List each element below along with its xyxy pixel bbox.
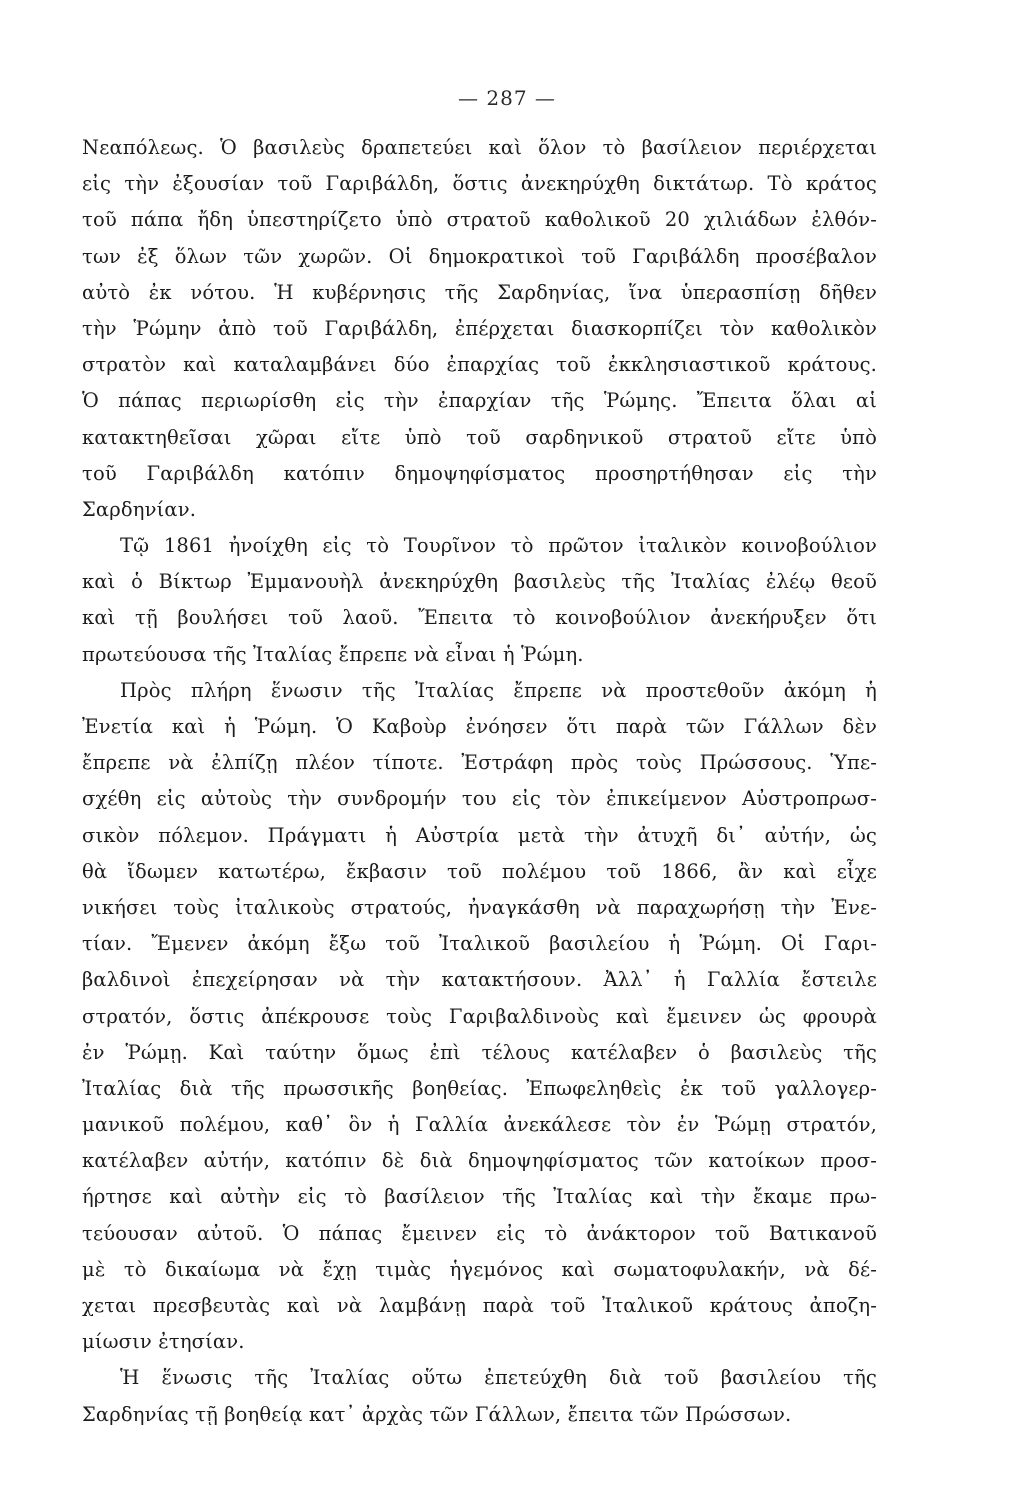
text-line: μίωσιν ἐτησίαν.	[82, 1330, 245, 1354]
text-line: στρατόν, ὅστις ἀπέκρουσε τοὺς Γαριβαλδινοὺς καὶ ἔμεινεν ὡς φρουρὰ	[82, 1004, 877, 1028]
text-line: μανικοῦ πολέμου, καθ᾽ ὃν ἡ Γαλλία ἀνεκάλεσε τὸν ἐν Ῥώμῃ στρατόν,	[82, 1113, 877, 1137]
text-line: νικήσει τοὺς ἰταλικοὺς στρατούς, ἠναγκάσθη νὰ παραχωρήσῃ τὴν Ἐνε-	[82, 895, 877, 919]
page-number: — 287 —	[458, 86, 556, 110]
text-line: μὲ τὸ δικαίωμα νὰ ἔχῃ τιμὰς ἡγεμόνος καὶ σωματοφυλακήν, νὰ δέ-	[82, 1257, 877, 1281]
text-line: ἐν Ῥώμῃ. Καὶ ταύτην ὅμως ἐπὶ τέλους κατέλαβεν ὁ βασιλεὺς τῆς	[82, 1040, 877, 1064]
text-line: ἔπρεπε νὰ ἐλπίζῃ πλέον τίποτε. Ἐστράφη πρὸς τοὺς Πρώσσους. Ὑπε-	[82, 751, 877, 775]
text-line: ήρτησε καὶ αὐτὴν εἰς τὸ βασίλειον τῆς Ἰταλίας καὶ τὴν ἔκαμε πρω-	[82, 1185, 877, 1209]
text-line: σικὸν πόλεμον. Πράγματι ἡ Αὐστρία μετὰ τὴν ἀτυχῆ δι᾽ αὐτήν, ὡς	[82, 823, 877, 847]
text-line: τίαν. Ἔμενεν ἀκόμη ἔξω τοῦ Ἰταλικοῦ βασιλείου ἡ Ῥώμη. Οἱ Γαρι-	[82, 932, 877, 956]
text-line: Ὁ πάπας περιωρίσθη εἰς τὴν ἐπαρχίαν τῆς Ῥώμης. Ἔπειτα ὅλαι αἱ	[82, 389, 877, 413]
text-line: τὴν Ῥώμην ἀπὸ τοῦ Γαριβάλδη, ἐπέρχεται διασκορπίζει τὸν καθολικὸν	[82, 316, 877, 340]
text-line: Σαρδηνίας τῇ βοηθείᾳ κατ᾽ ἀρχὰς τῶν Γάλλων, ἔπειτα τῶν Πρώσσων.	[82, 1402, 792, 1426]
text-line: τοῦ Γαριβάλδη κατόπιν δημοψηφίσματος προσηρτήθησαν εἰς τὴν	[82, 461, 877, 485]
text-line: Σαρδηνίαν.	[82, 497, 197, 521]
text-line: πρωτεύουσα τῆς Ἰταλίας ἔπρεπε νὰ εἶναι ἡ Ῥώμη.	[82, 642, 584, 666]
text-line: Ἰταλίας διὰ τῆς πρωσσικῆς βοηθείας. Ἐπωφεληθεὶς ἐκ τοῦ γαλλογερ-	[82, 1076, 877, 1100]
text-line: τεύουσαν αὐτοῦ. Ὁ πάπας ἔμεινεν εἰς τὸ ἀνάκτορον τοῦ Βατικανοῦ	[82, 1221, 877, 1245]
body-text	[82, 130, 877, 1433]
text-line: κατέλαβεν αὐτήν, κατόπιν δὲ διὰ δημοψηφίσματος τῶν κατοίκων προσ-	[82, 1149, 877, 1173]
text-line: Ἐνετία καὶ ἡ Ῥώμη. Ὁ Καβοὺρ ἐνόησεν ὅτι παρὰ τῶν Γάλλων δὲν	[82, 715, 877, 738]
text-line: στρατὸν καὶ καταλαμβάνει δύο ἐπαρχίας τοῦ ἐκκλησιαστικοῦ κράτους.	[82, 353, 877, 377]
paragraph-start-line: Ἡ ἕνωσις τῆς Ἰταλίας οὕτω ἐπετεύχθη διὰ τοῦ βασιλείου τῆς	[120, 1366, 877, 1390]
text-line: εἰς τὴν ἐξουσίαν τοῦ Γαριβάλδη, ὅστις ἀνεκηρύχθη δικτάτωρ. Τὸ κράτος	[82, 172, 877, 196]
text-line: αὐτὸ ἐκ νότου. Ἡ κυβέρνησις τῆς Σαρδηνίας, ἵνα ὑπερασπίσῃ δῆθεν	[82, 280, 877, 304]
text-line: των ἐξ ὅλων τῶν χωρῶν. Οἱ δημοκρατικοὶ τοῦ Γαριβάλδη προσέβαλον	[82, 244, 877, 268]
paragraph-start-line: Πρὸς πλήρη ἕνωσιν τῆς Ἰταλίας ἔπρεπε νὰ προστεθοῦν ἀκόμη ἡ	[120, 678, 877, 702]
text-line: βαλδινοὶ ἐπεχείρησαν νὰ τὴν κατακτήσουν. Ἀλλ᾽ ἡ Γαλλία ἔστειλε	[82, 968, 877, 992]
text-line: χεται πρεσβευτὰς καὶ νὰ λαμβάνῃ παρὰ τοῦ Ἰταλικοῦ κράτους ἀποζη-	[82, 1294, 877, 1317]
text-line: καὶ τῇ βουλήσει τοῦ λαοῦ. Ἔπειτα τὸ κοινοβούλιον ἀνεκήρυξεν ὅτι	[82, 606, 877, 630]
text-line: τοῦ πάπα ἤδη ὑπεστηρίζετο ὑπὸ στρατοῦ καθολικοῦ 20 χιλιάδων ἐλθόν-	[82, 208, 877, 232]
paragraph-start-line: Τῷ 1861 ἠνοίχθη εἰς τὸ Τουρῖνον τὸ πρῶτον ἰταλικὸν κοινοβούλιον	[120, 534, 877, 558]
text-line: καὶ ὁ Βίκτωρ Ἐμμανουὴλ ἀνεκηρύχθη βασιλεὺς τῆς Ἰταλίας ἐλέῳ θεοῦ	[82, 570, 877, 594]
text-line: σχέθη εἰς αὐτοὺς τὴν συνδρομήν του εἰς τὸν ἐπικείμενον Αὐστροπρωσ-	[82, 787, 877, 811]
text-line: κατακτηθεῖσαι χῶραι εἴτε ὑπὸ τοῦ σαρδηνικοῦ στρατοῦ εἴτε ὑπὸ	[82, 425, 877, 449]
text-line: Νεαπόλεως. Ὁ βασιλεὺς δραπετεύει καὶ ὅλον τὸ βασίλειον περιέρχεται	[82, 136, 877, 159]
text-line: θὰ ἴδωμεν κατωτέρω, ἔκβασιν τοῦ πολέμου τοῦ 1866, ἂν καὶ εἶχε	[82, 859, 877, 883]
